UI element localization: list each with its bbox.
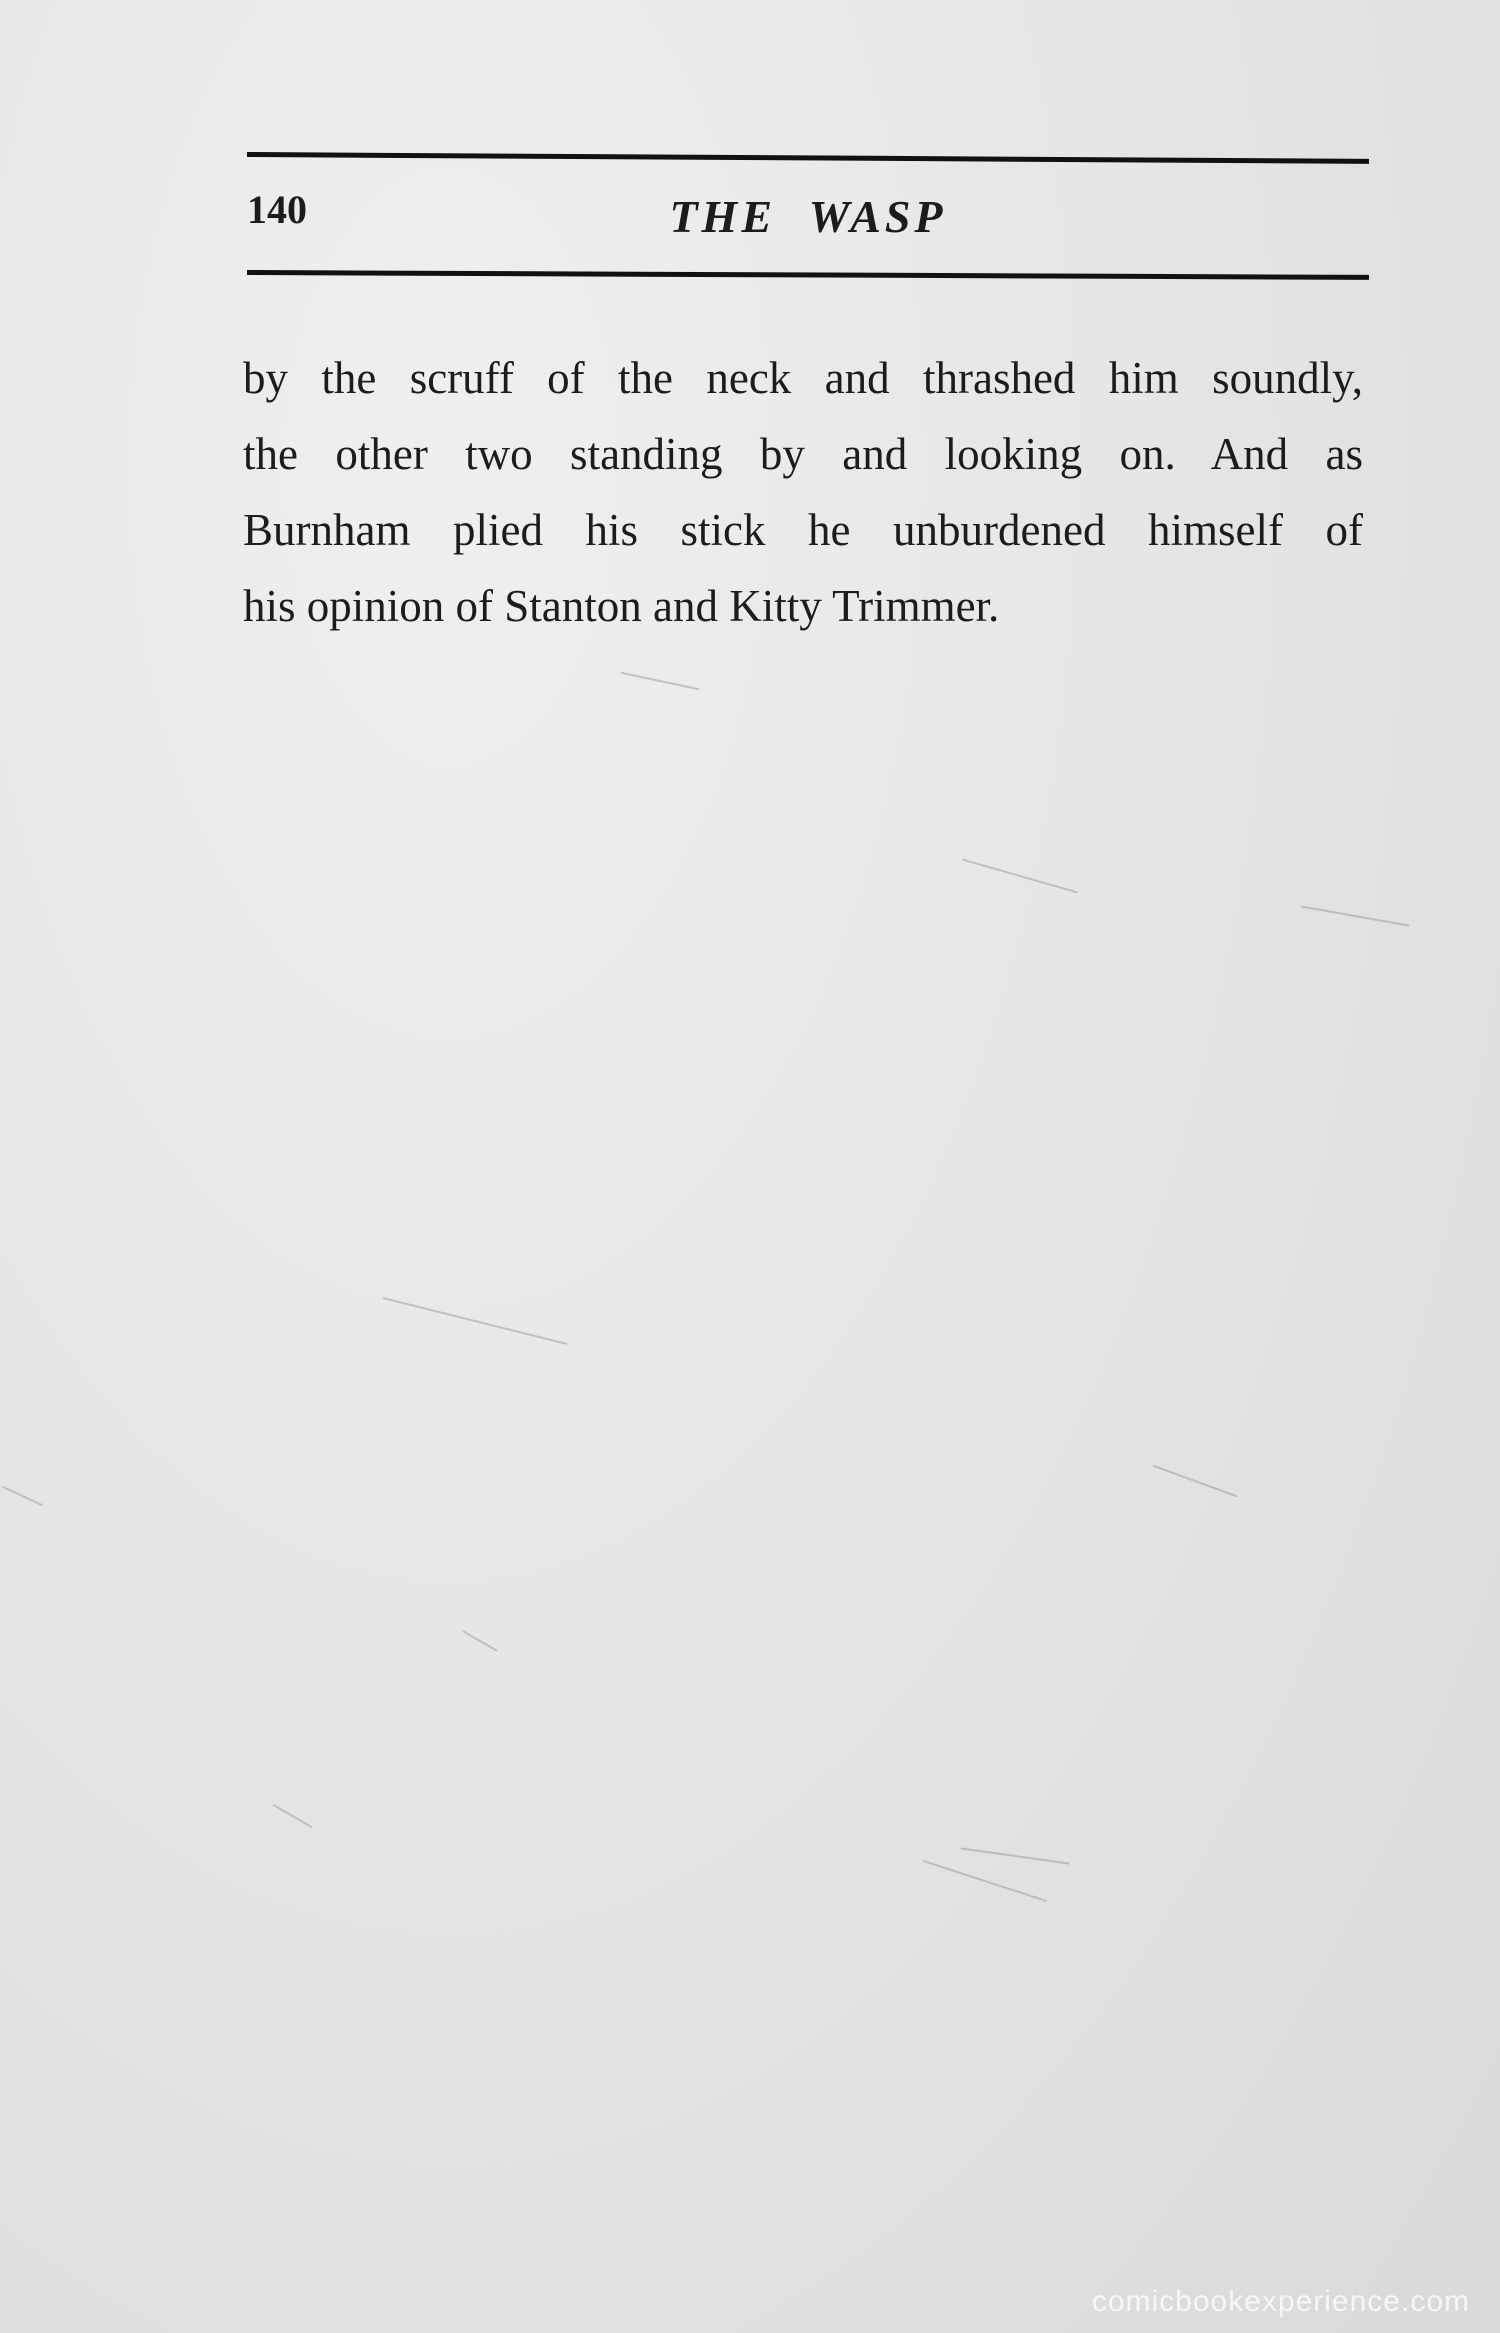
- paper-fiber: [1152, 1465, 1237, 1498]
- watermark: comicbookexperience.com: [1091, 2285, 1470, 2318]
- paper-fiber: [923, 1860, 1047, 1902]
- body-paragraph: [243, 340, 1363, 644]
- paper-fiber: [621, 672, 700, 691]
- text-line: by the scruff of the neck and thrashed him soundly,: [243, 353, 1363, 403]
- text-line: Burnham plied his stick he unburdened himself of: [243, 505, 1363, 555]
- paper-fiber: [462, 1630, 498, 1652]
- paper-fiber: [1301, 905, 1410, 926]
- running-head: [247, 186, 1369, 246]
- text-line: his opinion of Stanton and Kitty Trimmer.: [243, 581, 1000, 631]
- paper-fiber: [960, 1847, 1069, 1864]
- text-line: the other two standing by and looking on. And as: [243, 429, 1363, 479]
- paper-fiber: [273, 1804, 313, 1828]
- running-title: THE WASP: [669, 191, 947, 242]
- paper-fiber: [962, 859, 1078, 894]
- paper-fiber: [2, 1486, 44, 1507]
- paper-fiber: [383, 1297, 568, 1345]
- page-number: 140: [247, 187, 307, 232]
